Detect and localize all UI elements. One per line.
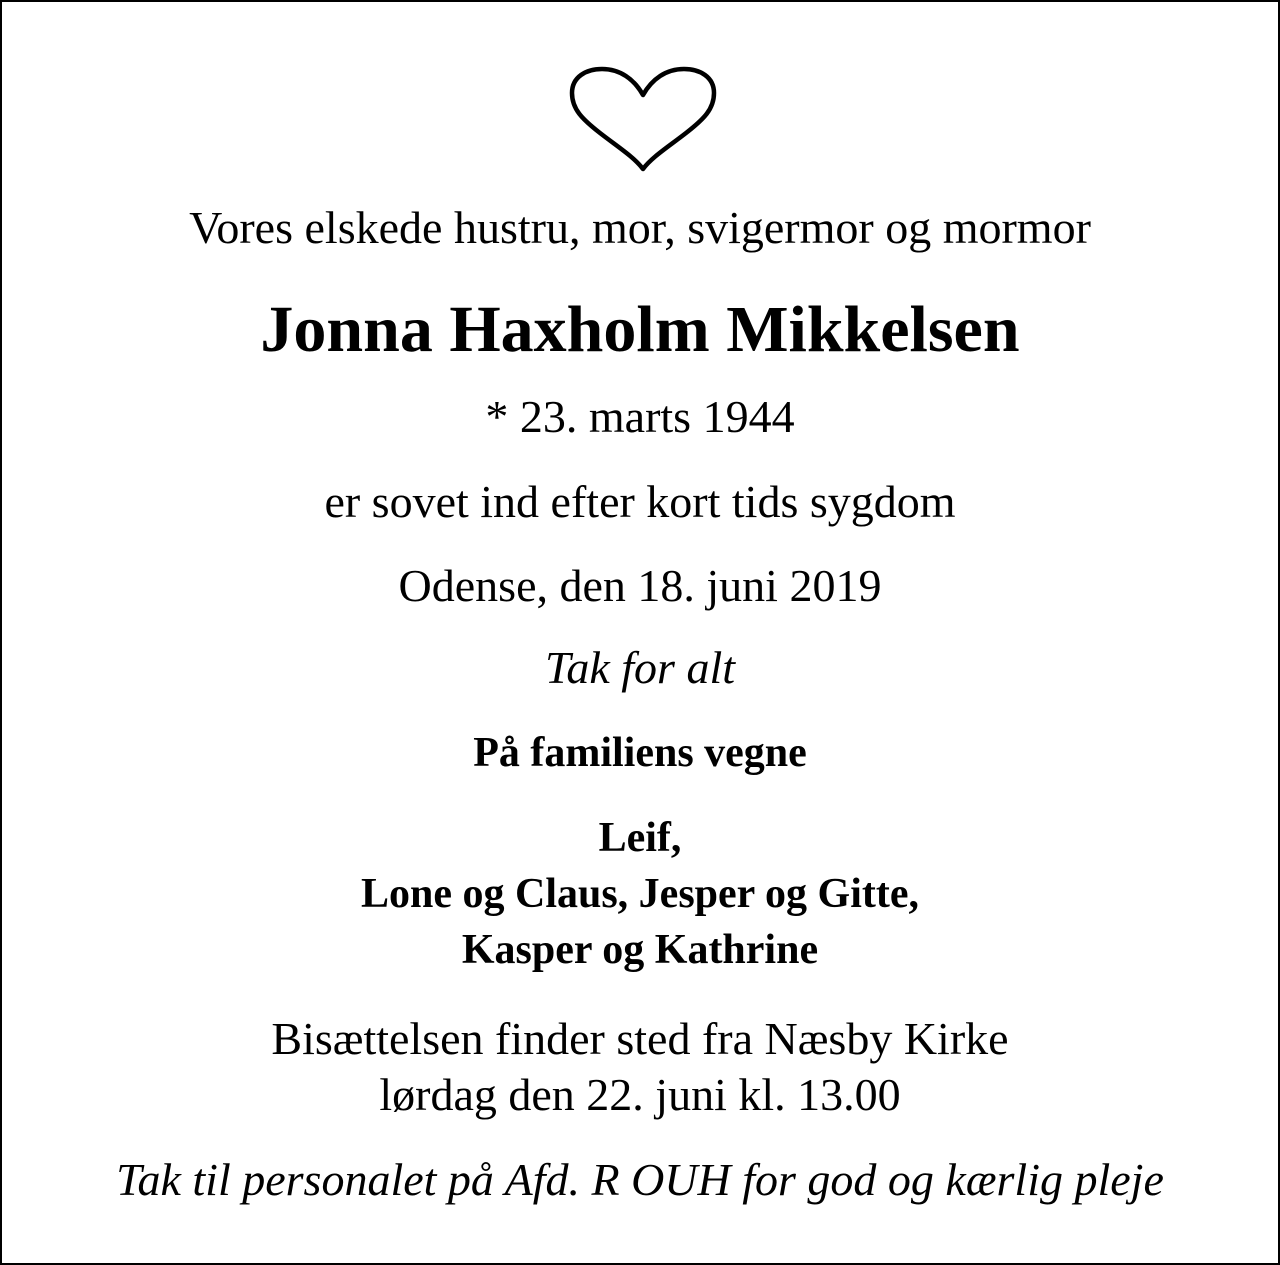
heart-outline-icon (568, 65, 718, 175)
funeral-time: lørdag den 22. juni kl. 13.00 (379, 1069, 901, 1120)
birth-date: * 23. marts 1944 (485, 391, 795, 442)
place-and-date: Odense, den 18. juni 2019 (398, 560, 882, 611)
thanks-line: Tak for alt (544, 642, 736, 693)
deceased-name: Jonna Haxholm Mikkelsen (260, 293, 1020, 366)
intro-line: Vores elskede hustru, mor, svigermor og mormor (189, 202, 1091, 253)
passing-statement: er sovet ind efter kort tids sygdom (324, 476, 956, 527)
closing-thanks: Tak til personalet på Afd. R OUH for god og kærlig pleje (116, 1154, 1164, 1205)
behalf-line: På familiens vegne (473, 730, 807, 776)
family-line: Kasper og Kathrine (461, 927, 819, 973)
family-line: Leif, (598, 815, 682, 861)
funeral-location: Bisættelsen finder sted fra Næsby Kirke (271, 1013, 1009, 1064)
family-line: Lone og Claus, Jesper og Gitte, (360, 871, 920, 917)
